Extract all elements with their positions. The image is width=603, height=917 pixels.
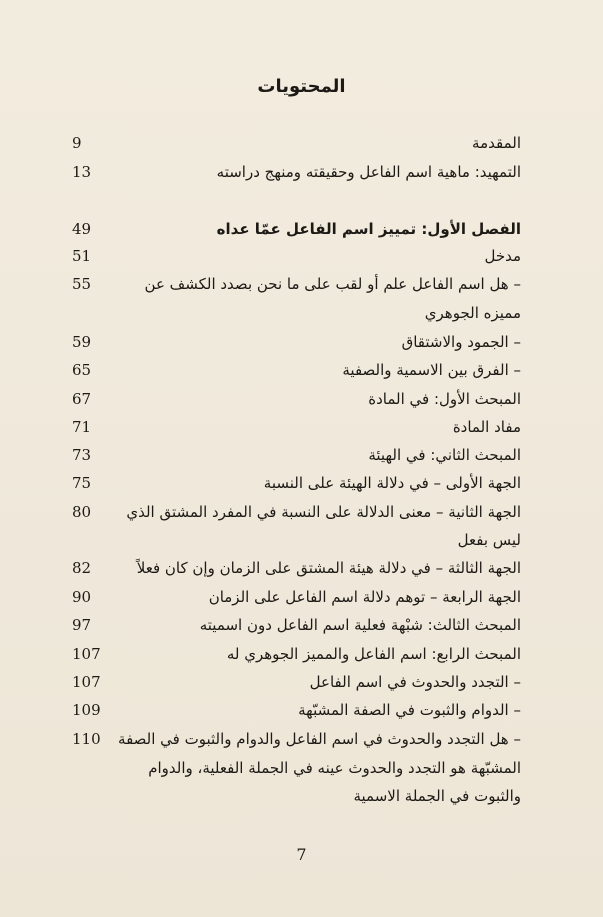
toc-page-number: 80 — [72, 503, 92, 521]
toc-entry — [72, 729, 521, 749]
toc-entry-text: – التجدد والحدوث في اسم الفاعل — [309, 673, 521, 691]
toc-entry — [72, 644, 521, 664]
toc-entry-text: المبحث الثالث: شبْهة فعلية اسم الفاعل دون اسميته — [199, 616, 521, 634]
toc-page-number: 107 — [72, 645, 101, 663]
toc-page-number: 51 — [72, 247, 92, 265]
toc-entry — [72, 274, 521, 294]
toc-entry-text: المبحث الثاني: في الهيئة — [368, 446, 521, 464]
toc-entry-text: – الدوام والثبوت في الصفة المشبّهة — [298, 701, 521, 719]
toc-page-number: 97 — [72, 616, 92, 634]
toc-page-number: 67 — [72, 390, 92, 408]
toc-entry — [72, 332, 521, 352]
toc-entry-continuation: مميزه الجوهري — [424, 304, 521, 322]
toc-entry-text: المبحث الأول: في المادة — [368, 390, 521, 408]
toc-entry — [72, 360, 521, 380]
toc-page-number: 49 — [72, 220, 92, 238]
toc-chapter-text: الفصل الأول: تمييز اسم الفاعل عمّا عداه — [216, 220, 521, 238]
toc-entry-text: الجهة الأولى – في دلالة الهيئة على النسبة — [263, 474, 521, 492]
toc-entry-text: – الفرق بين الاسمية والصفية — [342, 361, 521, 379]
toc-page-number: 82 — [72, 559, 92, 577]
toc-page-number: 110 — [72, 730, 101, 748]
toc-entry — [72, 445, 521, 465]
toc-entry — [72, 417, 521, 437]
toc-entry — [72, 133, 521, 153]
toc-entry — [72, 473, 521, 493]
toc-entry-text: الجهة الثالثة – في دلالة هيئة المشتق على الزمان وإن كان فعلاً — [136, 559, 521, 577]
toc-entry-text: – الجمود والاشتقاق — [401, 333, 521, 351]
toc-entry-continuation: والثبوت في الجملة الاسمية — [353, 787, 521, 805]
toc-entry-text: المبحث الرابع: اسم الفاعل والمميز الجوهري له — [226, 645, 521, 663]
toc-entry-text: مدخل — [484, 247, 521, 265]
toc-entry-continuation: ليس بفعل — [457, 531, 521, 549]
toc-entry — [72, 502, 521, 522]
toc-page-number: 75 — [72, 474, 92, 492]
toc-entry-text: المقدمة — [472, 134, 521, 152]
toc-page-number: 55 — [72, 275, 92, 293]
toc-entry — [72, 672, 521, 692]
toc-page-number: 73 — [72, 446, 92, 464]
toc-entry — [72, 246, 521, 266]
toc-entry — [72, 162, 521, 182]
page-number: 7 — [296, 845, 307, 864]
toc-entry-text: الجهة الثانية – معنى الدلالة على النسبة في المفرد المشتق الذي — [126, 503, 521, 521]
toc-page-number: 90 — [72, 588, 92, 606]
toc-page-number: 59 — [72, 333, 92, 351]
toc-page-number: 107 — [72, 673, 101, 691]
toc-entry-text: الجهة الرابعة – توهم دلالة اسم الفاعل على الزمان — [208, 588, 521, 606]
toc-page-number: 65 — [72, 361, 92, 379]
toc-page-number: 109 — [72, 701, 101, 719]
toc-page-number: 9 — [72, 134, 82, 152]
toc-entry — [72, 587, 521, 607]
toc-entry-text: – هل اسم الفاعل علم أو لقب على ما نحن بصدد الكشف عن — [144, 275, 521, 293]
toc-entry — [72, 700, 521, 720]
toc-entry — [72, 558, 521, 578]
toc-entry-text: – هل التجدد والحدوث في اسم الفاعل والدوام والثبوت في الصفة — [118, 730, 521, 748]
toc-entry-continuation: المشبّهة هو التجدد والحدوث عينه في الجملة الفعلية، والدوام — [148, 759, 521, 777]
toc-page-number: 71 — [72, 418, 92, 436]
toc-entry — [72, 615, 521, 635]
toc-entry-text: مفاد المادة — [452, 418, 521, 436]
toc-entry-text: التمهيد: ماهية اسم الفاعل وحقيقته ومنهج دراسته — [216, 163, 521, 181]
toc-entry — [72, 389, 521, 409]
toc-page-number: 13 — [72, 163, 92, 181]
toc-chapter-entry — [72, 219, 521, 239]
page-title: المحتويات — [257, 76, 346, 97]
